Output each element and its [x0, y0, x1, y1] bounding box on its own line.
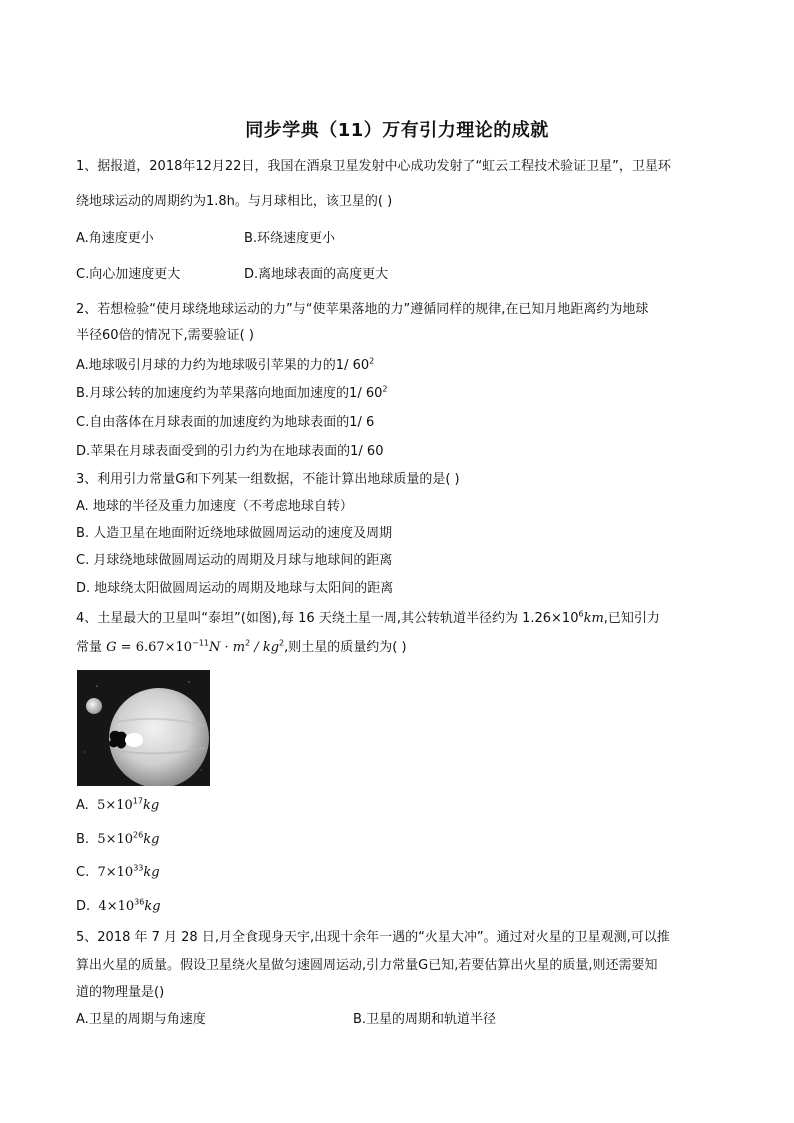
q2-option-d: D.苹果在月球表面受到的引力约为在地球表面的1/ 60: [76, 444, 384, 459]
q3-option-d: D. 地球绕太阳做圆周运动的周期及地球与太阳间的距离: [76, 581, 394, 596]
saturn-titan-photo: [77, 670, 210, 786]
q2-option-a: A.地球吸引月球的力约为地球吸引苹果的力的1/ $60^2$: [76, 356, 375, 373]
q1-option-a: A.角速度更小: [76, 231, 154, 246]
q4-option-a: A. $5\times 10^{17}kg$: [76, 796, 160, 813]
q3-option-b: B. 人造卫星在地面附近绕地球做圆周运动的速度及周期: [76, 526, 393, 541]
q4-stem-line2: 常量 $G = 6.67\times 10^{-11}N \cdot m^2 / kg^2$,则土星的质量约为( ): [76, 638, 407, 655]
q3-option-a: A. 地球的半径及重力加速度（不考虑地球自转）: [76, 499, 353, 514]
q1-stem-line2: 绕地球运动的周期约为1.8h。与月球相比，该卫星的( ): [76, 194, 393, 209]
saturn-titan-illustration: [77, 670, 210, 786]
q1-stem-line1: 1、据报道，2018年12月22日，我国在酒泉卫星发射中心成功发射了“虹云工程技术验证卫星”，卫星环: [76, 159, 671, 174]
q2-stem-line1: 2、若想检验“使月球绕地球运动的力”与“使苹果落地的力”遵循同样的规律,在已知月地距离约为地球: [76, 302, 649, 317]
q2-option-c: C.自由落体在月球表面的加速度约为地球表面的1/ 6: [76, 415, 375, 430]
q2-stem-line2: 半径60倍的情况下,需要验证( ): [76, 328, 254, 343]
q4-option-b: B. $5\times 10^{26}kg$: [76, 830, 160, 847]
q4-option-c: C. $7\times 10^{33}kg$: [76, 863, 160, 880]
q5-stem-line3: 道的物理量是(): [76, 985, 165, 1000]
q5-stem-line1: 5、2018 年 7 月 28 日,月全食现身天宇,出现十余年一遇的“火星大冲”。通过对火星的卫星观测,可以推: [76, 930, 670, 945]
q5-option-a: A.卫星的周期与角速度: [76, 1012, 206, 1027]
q5-option-b: B.卫星的周期和轨道半径: [353, 1012, 497, 1027]
page-title: 同步学典（11）万有引力理论的成就: [245, 120, 549, 141]
q3-option-c: C. 月球绕地球做圆周运动的周期及月球与地球间的距离: [76, 553, 393, 568]
q4-stem-line1: 4、土星最大的卫星叫“泰坦”(如图),每 16 天绕土星一周,其公转轨道半径约为 $1.26\times 10^6km$,已知引力: [76, 609, 660, 626]
q3-stem: 3、利用引力常量G和下列某一组数据，不能计算出地球质量的是( ): [76, 472, 460, 487]
q1-option-b: B.环绕速度更小: [244, 231, 336, 246]
q1-option-d: D.离地球表面的高度更大: [244, 267, 389, 282]
q5-stem-line2: 算出火星的质量。假设卫星绕火星做匀速圆周运动,引力常量G已知,若要估算出火星的质量,则还需要知: [76, 958, 658, 973]
q1-option-c: C.向心加速度更大: [76, 267, 181, 282]
q4-option-d: D. $4\times 10^{36}kg$: [76, 897, 161, 914]
q2-option-b: B.月球公转的加速度约为苹果落向地面加速度的1/ $60^2$: [76, 384, 388, 401]
